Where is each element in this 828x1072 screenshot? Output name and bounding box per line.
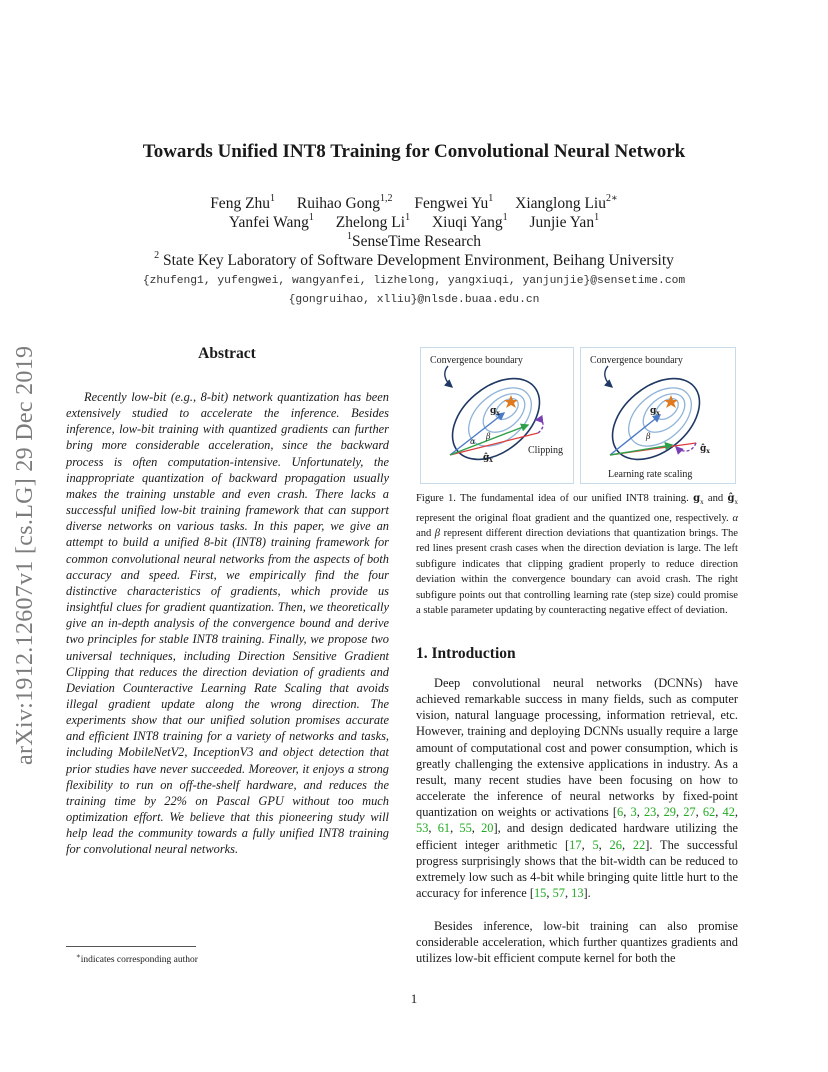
citation[interactable]: 13 xyxy=(571,886,584,901)
affiliation-2: $^2$ State Key Laboratory of Software Development Environment, Beihang University xyxy=(154,250,674,269)
section-heading-introduction: 1. Introduction xyxy=(416,645,516,662)
arxiv-stamp-text: arXiv:1912.12607v1 [cs.LG] 29 Dec 2019 xyxy=(12,345,38,765)
citation[interactable]: 62 xyxy=(702,805,716,820)
abstract-text: Recently low-bit (e.g., 8-bit) network quantization has been extensively studied to accelerate the inference. Besides inference, low-bit training with quantized gradients can further bring more considerable acceleration, since the backward process is often computation-intensive. Unfortunately, the inappropriate quantization of backward propagation usually makes the training unstable and even crash. There lacks a successful unified low-bit training framework that can support diverse networks on various tasks. In this paper, we give an attempt to build a unified 8-bit (INT8) training framework for common convolutional neural networks from the aspects of both accuracy and speed. First, we empirically find the four distinctive characteristics of gradients, which provide us insightful clues for gradient quantization. Then, we theoretically give an in-depth analysis of the convergence bound and derive two principles for stable INT8 training. Finally, we propose two universal techniques, including Direction Sensitive Gradient Clipping that reduces the direction deviation of gradients and Deviation Counteractive Learning Rate Scaling that avoids illegal gradient update along the wrong direction. The experiments show that our unified solution promises accurate and efficient INT8 training for a variety of networks and tasks, including MobileNetV2, InceptionV3 and object detection that prior studies have never succeeded. Moreover, it enjoys a strong flexibility to run on off-the-shelf hardware, and reduces the training time by 22% on Pascal GPU without too much optimization effort. We believe that this pioneering study will help lead the community towards a fully unified INT8 training for convolutional neural networks. xyxy=(66,390,389,857)
author: Junjie Yan$^1$ xyxy=(529,212,600,231)
right-lr-scaling-label: Learning rate scaling xyxy=(608,469,693,480)
left-alpha-label: α xyxy=(470,437,476,446)
figure-1-caption: Figure 1. The fundamental idea of our unified INT8 training. $g_x$ and $ĝ_x$ represent the original float gradient and the quantized one, respectively. α and β represent different direction deviations that quantization brings. The red lines present crash cases when the direction deviation is large. The left subfigure indicates that clipping gradient properly to reduce direction deviation within the convergence boundary can avoid crash. The right subfigure points out that controlling learning rate (step size) could promise a stable parameter updating by counteracting negative effect of deviation. xyxy=(416,493,738,616)
email-line-2: {gongruihao, xlliu}@nlsde.buaa.edu.cn xyxy=(288,294,540,306)
right-ghat-label: $ĝ_x$ xyxy=(700,444,710,455)
citation[interactable]: 6 xyxy=(617,805,624,820)
intro-paragraph-2: Besides inference, low-bit training can also promise considerable acceleration, which further quantizes gradients and utilizes low-bit efficient compute kernel for both the xyxy=(416,919,738,966)
authors-line-2 xyxy=(0,214,828,232)
citation[interactable]: 22 xyxy=(632,837,646,852)
citation[interactable]: 42 xyxy=(722,805,735,820)
footnote: ∗indicates corresponding author xyxy=(76,952,198,966)
citation[interactable]: 27 xyxy=(683,805,696,820)
abstract-heading: Abstract xyxy=(198,345,256,362)
citation[interactable]: 29 xyxy=(663,805,676,820)
left-beta-label: β xyxy=(486,432,491,441)
citation[interactable]: 53 xyxy=(416,821,429,836)
page-number: 1 xyxy=(410,991,418,1006)
left-g-label: $g_x$ xyxy=(490,406,500,417)
author: Zhelong Li$^1$ xyxy=(335,212,411,231)
arxiv-stamp xyxy=(12,285,42,765)
citation[interactable]: 17 xyxy=(569,837,582,852)
right-g-label: $g_x$ xyxy=(650,406,660,417)
figure-1-graphic xyxy=(420,347,736,484)
authors-line-1 xyxy=(0,195,828,213)
figure-1 xyxy=(420,347,736,484)
left-boundary-label: Convergence boundary xyxy=(430,355,523,366)
right-boundary-label: Convergence boundary xyxy=(590,355,683,366)
affiliation-1: $^1$SenseTime Research xyxy=(346,231,481,250)
email-line-1: {zhufeng1, yufengwei, wangyanfei, lizhelong, yangxiuqi, yanjunjie}@sensetime.com xyxy=(142,275,686,287)
author: Ruihao Gong$^{1,2}$ xyxy=(296,193,393,212)
citation[interactable]: 23 xyxy=(643,805,657,820)
left-subfigure xyxy=(421,348,574,484)
citation[interactable]: 61 xyxy=(437,821,451,836)
paper-title: Towards Unified INT8 Training for Convolutional Neural Network xyxy=(142,141,686,162)
author: Xianglong Liu$^{2∗}$ xyxy=(515,193,618,212)
citation[interactable]: 3 xyxy=(630,805,637,820)
author: Fengwei Yu$^1$ xyxy=(414,193,494,212)
right-subfigure xyxy=(581,348,736,484)
citation[interactable]: 15 xyxy=(533,886,547,901)
citation[interactable]: 26 xyxy=(609,837,622,852)
right-beta-label: β xyxy=(646,432,651,441)
citation[interactable]: 55 xyxy=(459,821,472,836)
citation[interactable]: 20 xyxy=(481,821,494,836)
citation[interactable]: 5 xyxy=(592,837,599,852)
author: Xiuqi Yang$^1$ xyxy=(431,212,508,231)
author: Feng Zhu$^1$ xyxy=(210,193,276,212)
footnote-rule xyxy=(66,946,196,947)
intro-paragraph-1: Deep convolutional neural networks (DCNNs) have achieved remarkable success in many fields, such as computer vision, natural language processing, information retrieval, etc. However, training and deploying DCNNs usually require a large amount of computational cost and power consumption, which is greatly challenging the extensive applications in industry. As a result, many recent studies have been focusing on how to accelerate the inference of neural networks by fixed-point quantization on weights or activations [6, 3, 23, 29, 27, 62, 42, 53, 61, 55, 20], and design dedicated hardware utilizing the efficient integer arithmetic [17, 5, 26, 22]. The successful progress surprisingly shows that the bit-width can be reduced to extremely low such as 4-bit while bringing quite little hurt to the accuracy for inference [15, 57, 13]. xyxy=(416,676,739,901)
left-ghat-label: $ĝ_x$ xyxy=(483,453,493,464)
left-clipping-label: Clipping xyxy=(528,445,564,456)
author: Yanfei Wang$^1$ xyxy=(228,212,314,231)
citation[interactable]: 57 xyxy=(552,886,565,901)
